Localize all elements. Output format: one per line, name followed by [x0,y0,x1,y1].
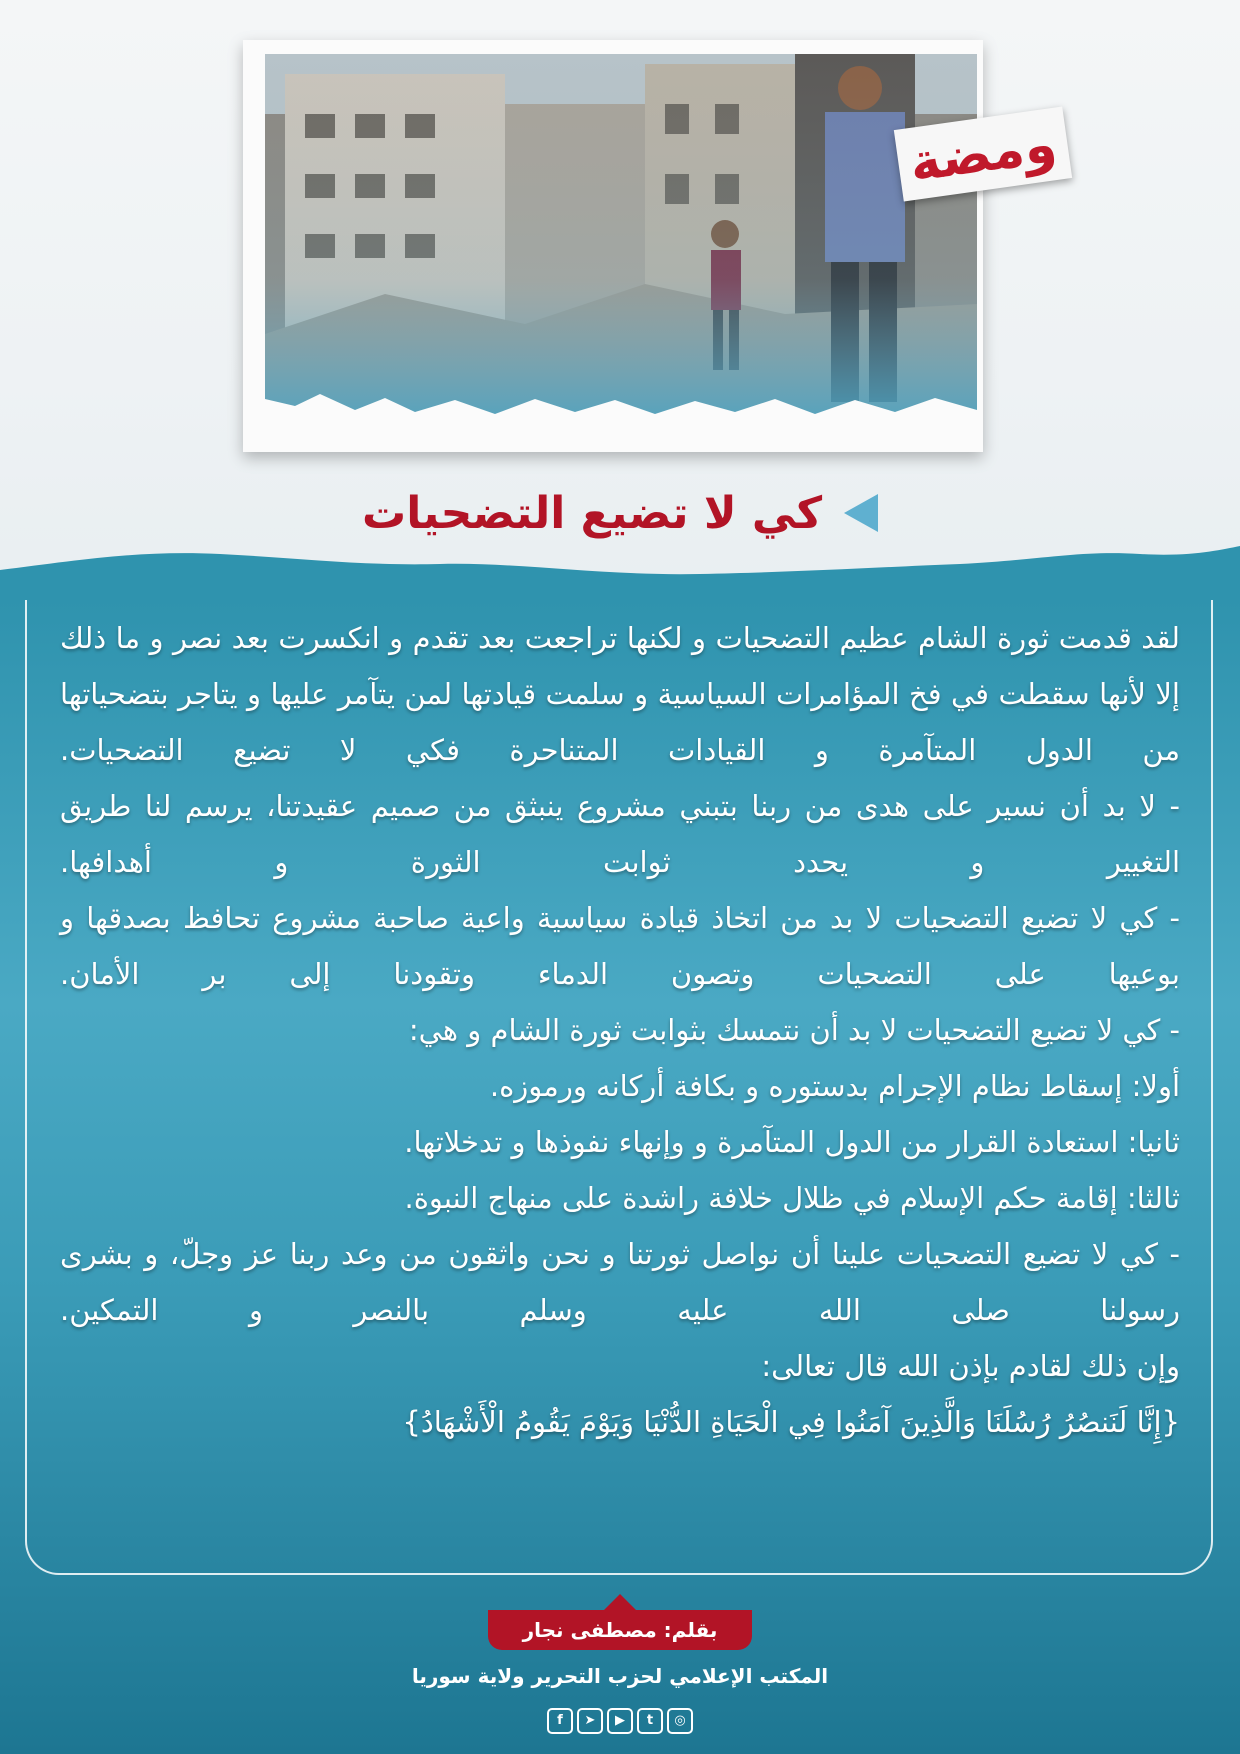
page-title: كي لا تضيع التضحيات [361,487,823,539]
title-row [0,478,1240,548]
article-paragraph: ثانيا: استعادة القرار من الدول المتآمرة و وإنهاء نفوذها و تدخلاتها. [404,1125,1180,1159]
article-paragraph: - لا بد أن نسير على هدى من ربنا بتبني مشروع ينبثق من صميم عقيدتنا، يرسم لنا طريق التغيير و يحدد ثوابت الثورة و أهدافها. [60,789,1180,879]
article-paragraph: - كي لا تضيع التضحيات علينا أن نواصل ثورتنا و نحن واثقون من وعد ربنا عز وجلّ، و بشرى رسولنا صلى الله عليه وسلم بالنصر و التمكين. [60,1237,1180,1327]
web-icon[interactable]: ◎ [667,1708,693,1734]
triangle-pointer-icon [844,494,878,532]
twitter-icon[interactable]: t [637,1708,663,1734]
author-tag: بقلم: مصطفى نجار [488,1610,752,1650]
article-paragraph: أولا: إسقاط نظام الإجرام بدستوره و بكافة أركانه ورموزه. [489,1069,1180,1103]
social-icons [0,1708,1240,1734]
media-office-name: المكتب الإعلامي لحزب التحرير ولاية سوريا [411,1664,829,1688]
facebook-icon[interactable]: f [547,1708,573,1734]
article-body [60,610,1180,1450]
telegram-icon[interactable]: ➤ [577,1708,603,1734]
article-paragraph: لقد قدمت ثورة الشام عظيم التضحيات و لكنها تراجعت بعد تقدم و انكسرت بعد نصر و ما ذلك إلا لأنها سقطت في فخ المؤامرات السياسية و سلمت قيادتها لمن يتآمر عليها و يتاجر بتضحياتها من الدول المتآمرة و القيادات المتناحرة فكي لا تضيع التضحيات. [60,621,1180,767]
article-paragraph: ثالثا: إقامة حكم الإسلام في ظلال خلافة راشدة على منهاج النبوة. [404,1181,1180,1215]
article-paragraph: وإن ذلك لقادم بإذن الله قال تعالى: [761,1349,1180,1383]
destroyed-buildings-image [265,54,977,429]
article-paragraph: - كي لا تضيع التضحيات لا بد أن نتمسك بثوابت ثورة الشام و هي: [408,1013,1180,1047]
brand-badge: ومضة [894,107,1072,202]
header-photo [243,40,983,452]
quran-verse: {إِنَّا لَنَنصُرُ رُسُلَنَا وَالَّذِينَ آمَنُوا فِي الْحَيَاةِ الدُّنْيَا وَيَوْمَ يَقُومُ الْأَشْهَادُ} [402,1405,1180,1439]
youtube-icon[interactable]: ▶ [607,1708,633,1734]
article-paragraph: - كي لا تضيع التضحيات لا بد من اتخاذ قيادة سياسية واعية صاحبة مشروع تحافظ بصدقها و بوعيها على التضحيات وتصون الدماء وتقودنا إلى بر الأمان. [60,901,1180,991]
